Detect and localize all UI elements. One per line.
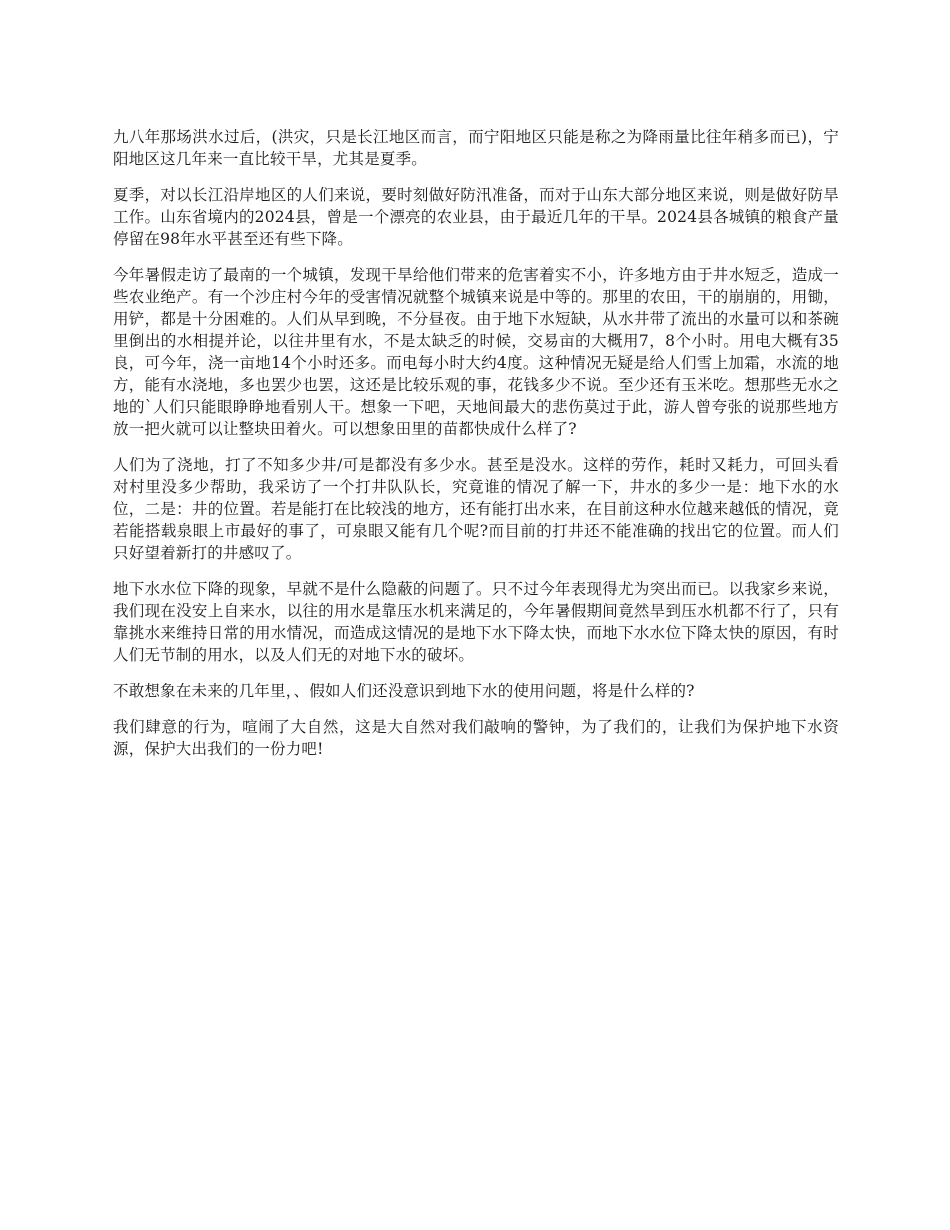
paragraph-1: 九八年那场洪水过后，(洪灾，只是长江地区而言，而宁阳地区只能是称之为降雨量比往年稍多而已)，宁阳地区这几年来一直比较干旱，尤其是夏季。 <box>113 128 839 168</box>
paragraph-4: 人们为了浇地，打了不知多少井/可是都没有多少水。甚至是没水。这样的劳作，耗时又耗力，可回头看对村里没多少帮助，我采访了一个打井队队长，究竟谁的情况了解一下，井水的多少一是：地下水的水位，二是：井的位置。若是能打在比较浅的地方，还有能打出水来，在目前这种水位越来越低的情况，竟若能搭载泉眼上市最好的事了，可泉眼又能有几个呢?而目前的打井还不能准确的找出它的位置。而人们只好望着新打的井感叹了。 <box>113 456 839 562</box>
paragraph-7: 我们肆意的行为，喧闹了大自然，这是大自然对我们敲响的警钟，为了我们的，让我们为保护地下水资源，保护大出我们的一份力吧! <box>113 718 839 758</box>
paragraph-5: 地下水水位下降的现象，早就不是什么隐蔽的问题了。只不过今年表现得尤为突出而已。以我家乡来说，我们现在没安上自来水，以往的用水是靠压水机来满足的，今年暑假期间竟然旱到压水机都不行了，只有靠挑水来维持日常的用水情况，而造成这情况的是地下水下降太快，而地下水水位下降太快的原因，有时人们无节制的用水，以及人们无的对地下水的破坏。 <box>113 580 839 664</box>
paragraph-6: 不敢想象在未来的几年里，、假如人们还没意识到地下水的使用问题，将是什么样的? <box>113 682 695 700</box>
document-body <box>113 126 839 774</box>
paragraph-3: 今年暑假走访了最南的一个城镇，发现干旱给他们带来的危害着实不小，许多地方由于井水短乏，造成一些农业绝产。有一个沙庄村今年的受害情况就整个城镇来说是中等的。那里的农田，干的崩崩的，用锄，用铲，都是十分困难的。人们从早到晚，不分昼夜。由于地下水短缺，从水井带了流出的水量可以和茶碗里倒出的水相提并论，以往井里有水，不是太缺乏的时候，交易亩的大概用7，8个小时。用电大概有35良，可今年，浇一亩地14个小时还多。而电每小时大约4度。这种情况无疑是给人们雪上加霜，水流的地方，能有水浇地，多也罢少也罢，这还是比较乐观的事，花钱多少不说。至少还有玉米吃。想那些无水之地的`人们只能眼睁睁地看别人干。想象一下吧，天地间最大的悲伤莫过于此，游人曾夸张的说那些地方放一把火就可以让整块田着火。可以想象田里的苗都快成什么样了? <box>113 266 839 438</box>
paragraph-2: 夏季，对以长江沿岸地区的人们来说，要时刻做好防汛准备，而对于山东大部分地区来说，则是做好防旱工作。山东省境内的2024县，曾是一个漂亮的农业县，由于最近几年的干旱。2024县各城镇的粮食产量停留在98年水平甚至还有些下降。 <box>113 186 839 248</box>
